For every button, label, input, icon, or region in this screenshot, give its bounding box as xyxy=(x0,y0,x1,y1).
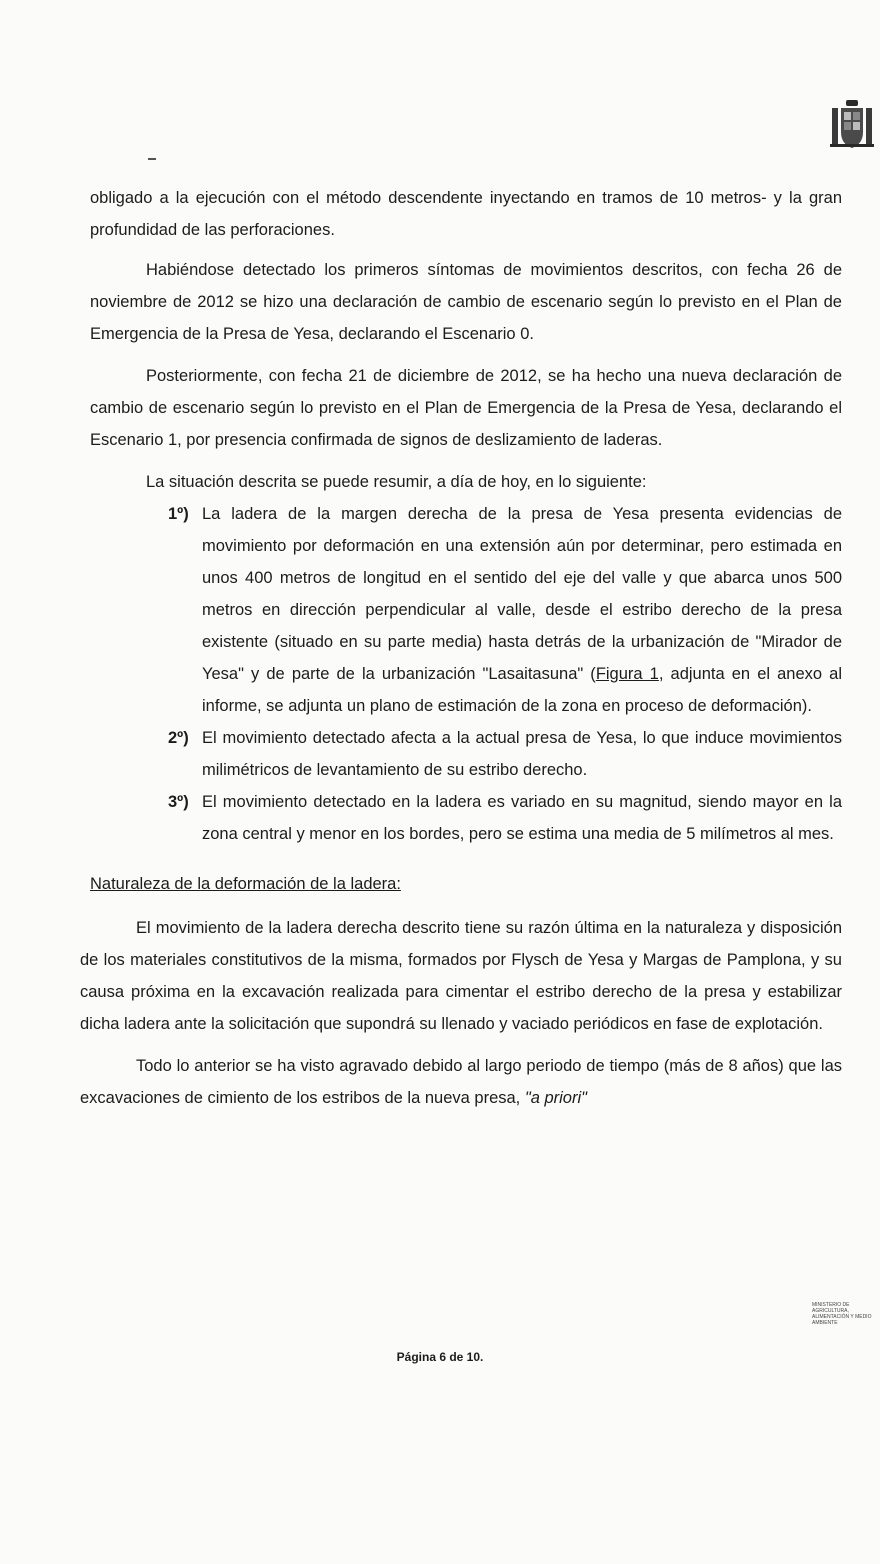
list-text: , adjunta en el anexo al informe, se adjunta un plano de estimación de la zona en proceso de deformación). xyxy=(202,665,843,715)
italic-phrase: "a priori" xyxy=(524,1089,587,1107)
document-body xyxy=(80,182,843,1124)
list-item xyxy=(90,786,842,850)
list-item xyxy=(90,722,842,786)
list-number: 2º) xyxy=(168,729,189,747)
paragraph-aggravation xyxy=(80,1050,842,1114)
paragraph-scenario-0: Habiéndose detectado los primeros síntomas de movimientos descritos, con fecha 26 de noviembre de 2012 se hizo una declaración de cambio de escenario según lo previsto en el Plan de Emergencia de la Presa de Yesa, declarando el Escenario 0. xyxy=(90,261,842,343)
coat-of-arms-icon xyxy=(828,98,876,152)
paragraph-summary-intro: La situación descrita se puede resumir, a día de hoy, en lo siguiente: xyxy=(146,473,647,491)
list-text: La ladera de la margen derecha de la presa de Yesa presenta evidencias de movimiento por deformación en una extensión aún por determinar, pero estimada en unos 400 metros de longitud en el sentido del eje del valle y que abarca unos 500 metros en dirección perpendicular al valle, desde el estribo derecho de la presa existente (situado en su parte media) hasta detrás de la urbanización de "Mirador de Yesa" y de parte de la urbanización "Lasaitasuna" ( xyxy=(202,505,842,683)
paragraph-text: Todo lo anterior se ha visto agravado debido al largo periodo de tiempo (más de 8 años) que las excavaciones de cimiento de los estribos de la nueva presa, xyxy=(80,1057,842,1107)
list-number: 3º) xyxy=(168,793,189,811)
list-item xyxy=(90,498,842,722)
list-number: 1º) xyxy=(168,505,189,523)
list-text: El movimiento detectado afecta a la actual presa de Yesa, lo que induce movimientos milimétricos de levantamiento de su estribo derecho. xyxy=(202,729,842,779)
section-body xyxy=(80,912,842,1114)
summary-list xyxy=(90,498,842,850)
paragraph-deformation-cause: El movimiento de la ladera derecha descrito tiene su razón última en la naturaleza y disposición de los materiales constitutivos de la misma, formados por Flysch de Yesa y Margas de Pamplona, y su causa próxima en la excavación realizada para cimentar el estribo derecho de la presa y estabilizar dicha ladera ante la solicitación que supondrá su llenado y vaciado periódicos en fase de explotación. xyxy=(80,919,842,1033)
list-text: El movimiento detectado en la ladera es variado en su magnitud, siendo mayor en la zona central y menor en los bordes, pero se estima una media de 5 milímetros al mes. xyxy=(202,793,842,843)
page-number: Página 6 de 10. xyxy=(396,1350,484,1364)
ministry-stamp: MINISTERIO DE AGRICULTURA, ALIMENTACIÓN Y MEDIO AMBIENTE xyxy=(812,1302,872,1326)
margin-mark xyxy=(148,158,156,160)
paragraph-continuation: obligado a la ejecución con el método descendente inyectando en tramos de 10 metros- y la gran profundidad de las perforaciones. xyxy=(90,189,842,239)
figure-reference: Figura 1 xyxy=(595,665,659,683)
paragraph-scenario-1: Posteriormente, con fecha 21 de diciembre de 2012, se ha hecho una nueva declaración de cambio de escenario según lo previsto en el Plan de Emergencia de la Presa de Yesa, declarando el Escenario 1, por presencia confirmada de signos de deslizamiento de laderas. xyxy=(90,367,842,449)
section-heading: Naturaleza de la deformación de la ladera: xyxy=(90,875,401,893)
